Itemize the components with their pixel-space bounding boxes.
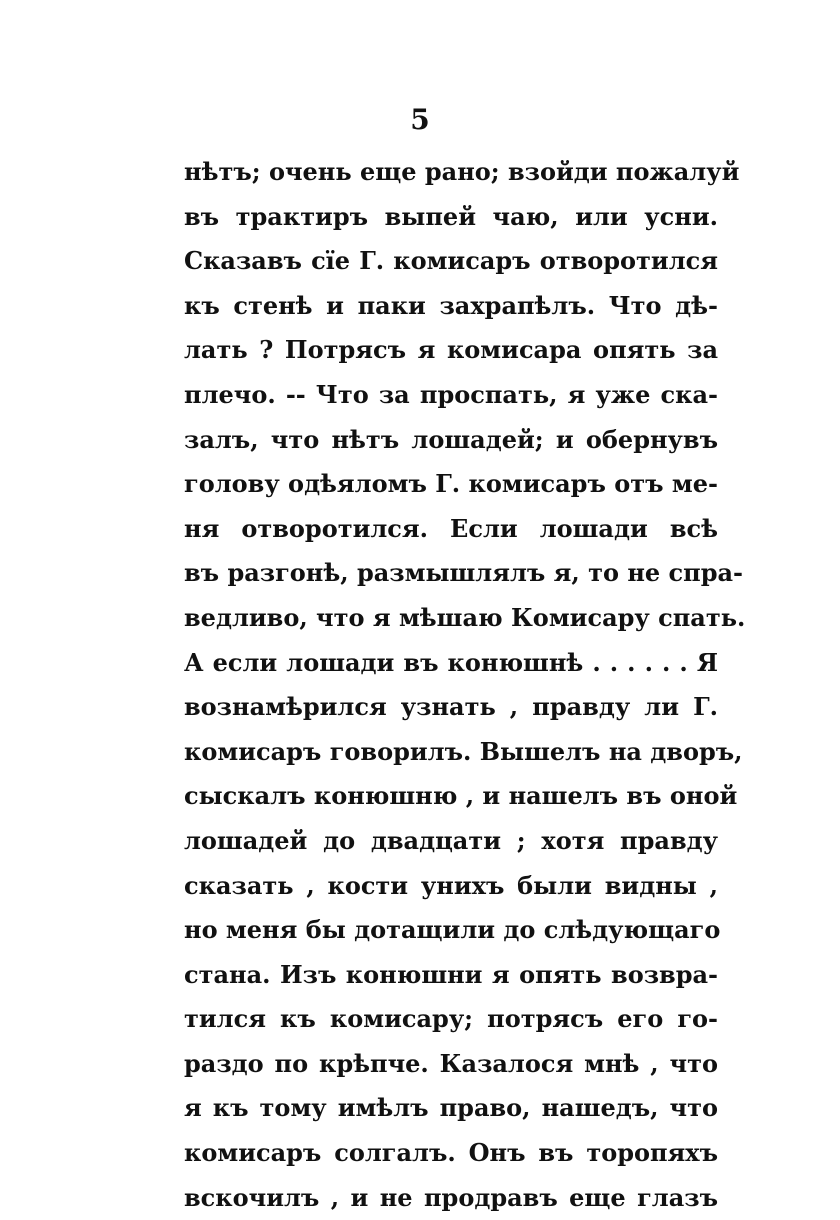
text-line: въ разгонѣ, размышлялъ я, то не спра- bbox=[184, 558, 743, 588]
text-line: залъ, что нѣтъ лошадей; и обернувъ bbox=[184, 424, 718, 454]
text-line: но меня бы дотащили до слѣдующаго bbox=[184, 915, 721, 945]
text-line: комисаръ солгалъ. Онъ въ торопяхъ bbox=[184, 1138, 718, 1168]
text-line: раздо по крѣпче. Казалося мнѣ , что bbox=[184, 1048, 718, 1078]
page-number: 5 bbox=[410, 103, 430, 136]
text-line: лошадей до двадцати ; хотя правду bbox=[184, 825, 718, 855]
text-line: къ стенѣ и паки захрапѣлъ. Что дѣ- bbox=[184, 290, 718, 320]
text-line: ня отворотился. Если лошади всѣ bbox=[184, 513, 718, 543]
text-line: вскочилъ , и не продравъ еще глазъ bbox=[184, 1182, 718, 1212]
text-line: ведливо, что я мѣшаю Комисару спать. bbox=[184, 602, 746, 632]
text-line: А если лошади въ конюшнѣ . . . . . . Я bbox=[184, 647, 718, 677]
text-line: лать ? Потрясъ я комисара опять за bbox=[184, 335, 718, 365]
text-line: тился къ комисару; потрясъ его го- bbox=[184, 1004, 718, 1034]
text-line: голову одѣяломъ Г. комисаръ отъ ме- bbox=[184, 469, 718, 499]
text-line: сыскалъ конюшню , и нашелъ въ оной bbox=[184, 781, 738, 811]
text-line: я къ тому имѣлъ право, нашедъ, что bbox=[184, 1093, 718, 1123]
text-line: плечо. -- Что за проспать, я уже ска- bbox=[184, 379, 718, 409]
text-line: нѣтъ; очень еще рано; взойди пожалуй bbox=[184, 157, 740, 186]
text-line: сказать , кости унихъ были видны , bbox=[184, 870, 718, 900]
text-line: стана. Изъ конюшни я опять возвра- bbox=[184, 959, 718, 989]
text-line: комисаръ говорилъ. Вышелъ на дворъ, bbox=[184, 736, 743, 766]
body-text bbox=[184, 150, 746, 1220]
text-line: Сказавъ сїе Г. комисаръ отворотился bbox=[184, 246, 718, 276]
text-line: въ трактиръ выпей чаю, или усни. bbox=[184, 201, 718, 231]
text-line: вознамѣрился узнать , правду ли Г. bbox=[184, 692, 718, 722]
